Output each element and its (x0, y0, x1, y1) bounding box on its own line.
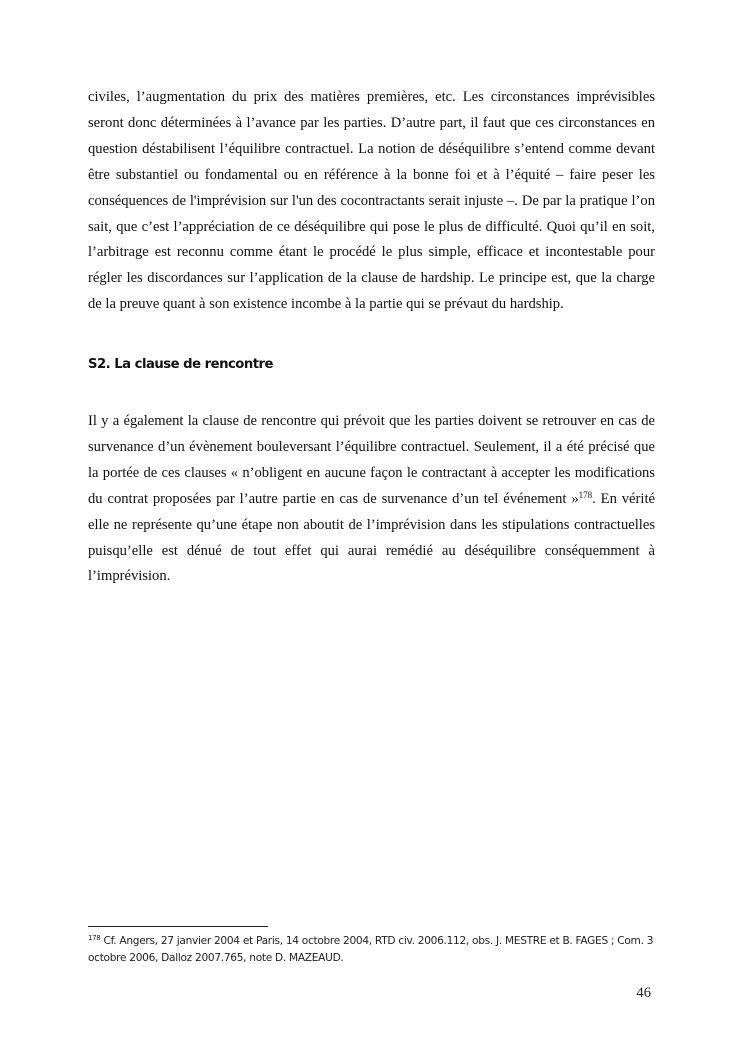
body-paragraph-1: civiles, l’augmentation du prix des matières premières, etc. Les circonstances imprévisibles seront donc déterminées à l’avance par les parties. D’autre part, il faut que ces circonstances en question déstabilisent l’équilibre contractuel. La notion de déséquilibre s’entend comme devant être substantiel ou fondamental ou en référence à la bonne foi et à l’équité – faire peser les conséquences de l'imprévision sur l'un des cocontractants serait injuste –. De par la pratique l’on sait, que c’est l’appréciation de ce déséquilibre qui pose le plus de difficulté. Quoi qu’il en soit, l’arbitrage est reconnu comme étant le procédé le plus simple, efficace et incontestable pour régler les discordances sur l’application de la clause de hardship. Le principe est, que la charge de la preuve quant à son existence incombe à la partie qui se prévaut du hardship. (88, 89, 655, 313)
paragraph-2-text-after-note: . En vérité elle ne représente qu’une étape non aboutit de l’imprévision dans les stipulations contractuelles puisqu’elle est dénué de tout effet qui aurai remédié au déséquilibre conséquemment à l’imprévision. (88, 490, 655, 585)
footnote-separator (88, 926, 268, 927)
paragraph-2-text-before-note: Il y a également la clause de rencontre qui prévoit que les parties doivent se retrouver en cas de survenance d’un évènement bouleversant l’équilibre contractuel. Seulement, il a été précisé que la portée de ces clauses « n’obligent en aucune façon le contractant à accepter les modifications du contrat proposées par l’autre partie en cas de survenance d’un tel événement » (88, 413, 655, 507)
page-number: 46 (636, 985, 651, 1001)
body-paragraph-2 (88, 409, 655, 590)
footnote-text: Cf. Angers, 27 janvier 2004 et Paris, 14 octobre 2004, RTD civ. 2006.112, obs. J. MESTRE et B. FAGES ; Com. 3 octobre 2006, Dalloz 2007.765, note D. MAZEAUD. (88, 935, 654, 964)
footnote-reference[interactable]: 178 (578, 489, 593, 500)
section-heading: S2. La clause de rencontre (88, 357, 274, 372)
footnote-number: 178 (88, 934, 101, 942)
footnote (88, 933, 660, 967)
